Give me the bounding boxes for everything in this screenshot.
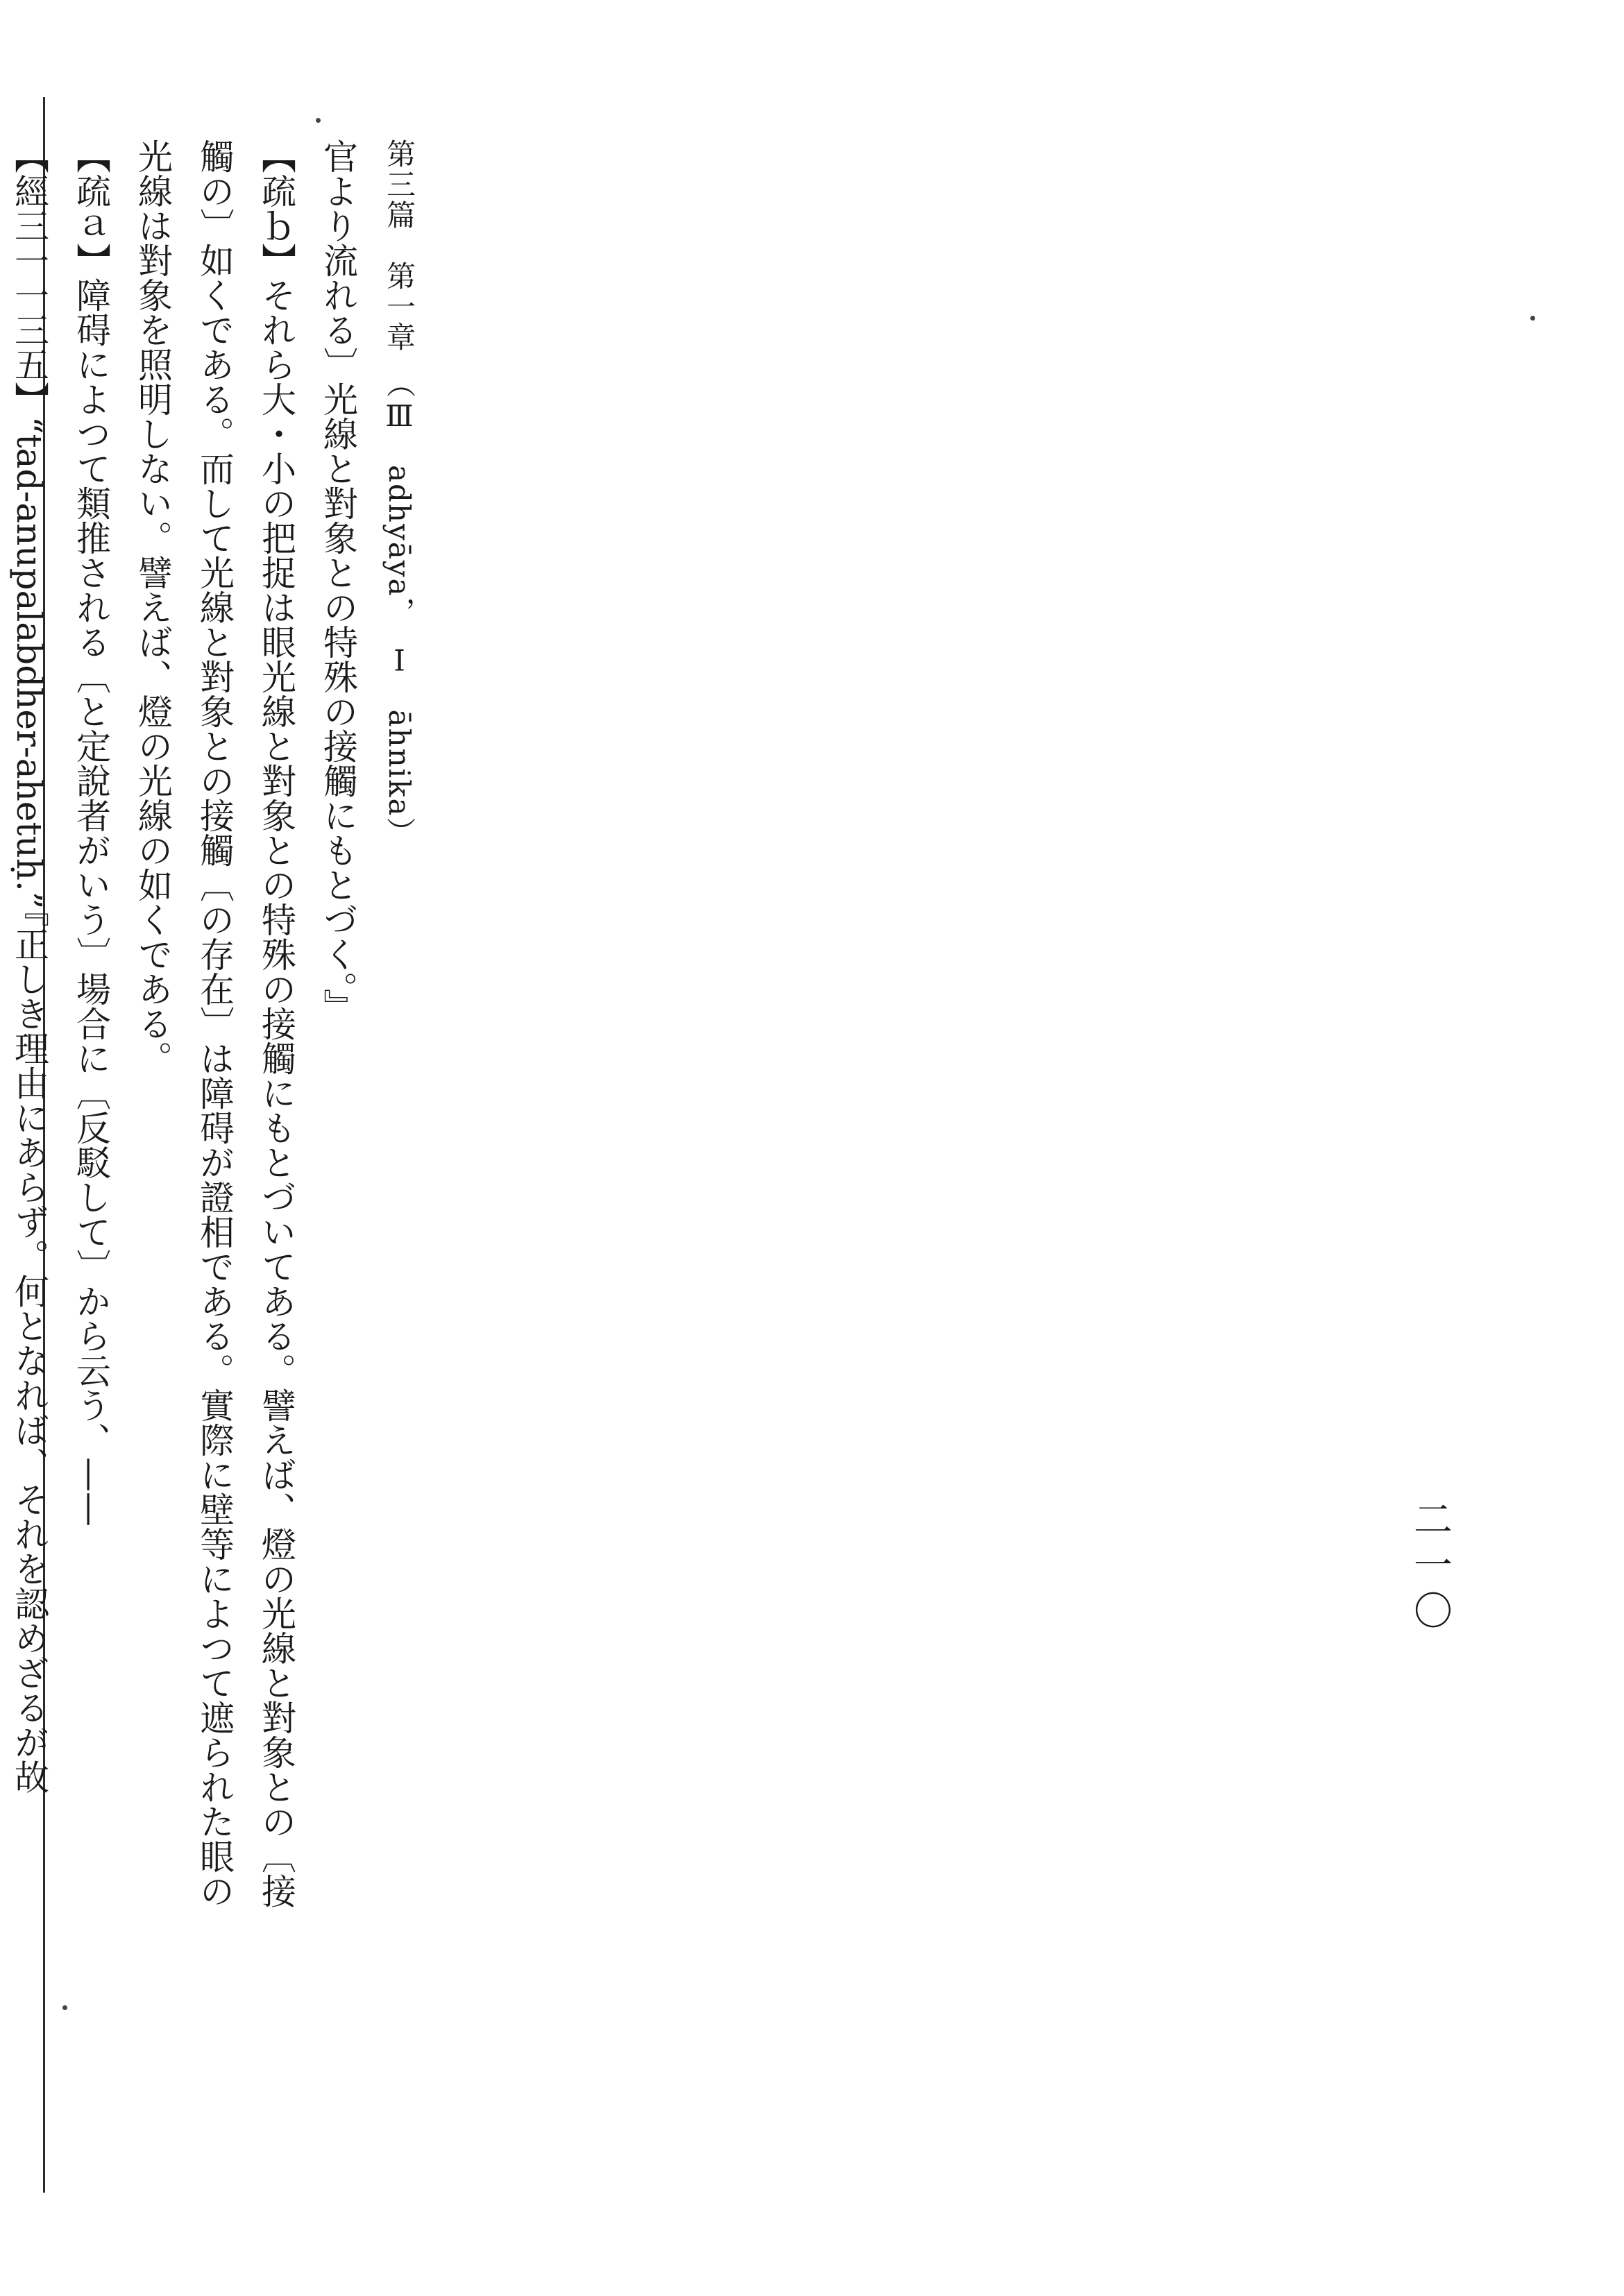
text-line: 觸の〕如くである。而して光線と對象との接觸〔の存在〕は障碍が證相である。實際に壁等によつて遮られた眼の xyxy=(194,139,235,1908)
document-body xyxy=(0,139,430,2123)
text-line: 【經三一一三五】“tad-anupalabdher-ahetuḥ.”『正しき理由にあらず。何となれば、それを認めざるが故 xyxy=(9,139,49,1794)
text-line: 【疏ａ】障碍によつて類推される〔と定說者がいう〕場合に〔反駁して〕から云う、—— xyxy=(71,139,111,1527)
running-header: 第三篇 第一章 （Ⅲ adhyāya， Ⅰ āhnika） xyxy=(382,139,416,848)
page-number: 二一〇 xyxy=(1407,1499,1453,1636)
text-line: 光線は對象を照明しない。譬えば、燈の光線の如くである。 xyxy=(133,139,173,1075)
scan-speck xyxy=(316,118,321,123)
scan-speck xyxy=(1530,316,1535,321)
text-line: 【疏ｂ】それら大・小の把捉は眼光線と對象との特殊の接觸にもとづいてある。譬えば、燈の光線と對象との〔接 xyxy=(256,139,296,1908)
text-line: 官より流れる〕光線と對象との特殊の接觸にもとづく。』 xyxy=(318,139,358,1023)
